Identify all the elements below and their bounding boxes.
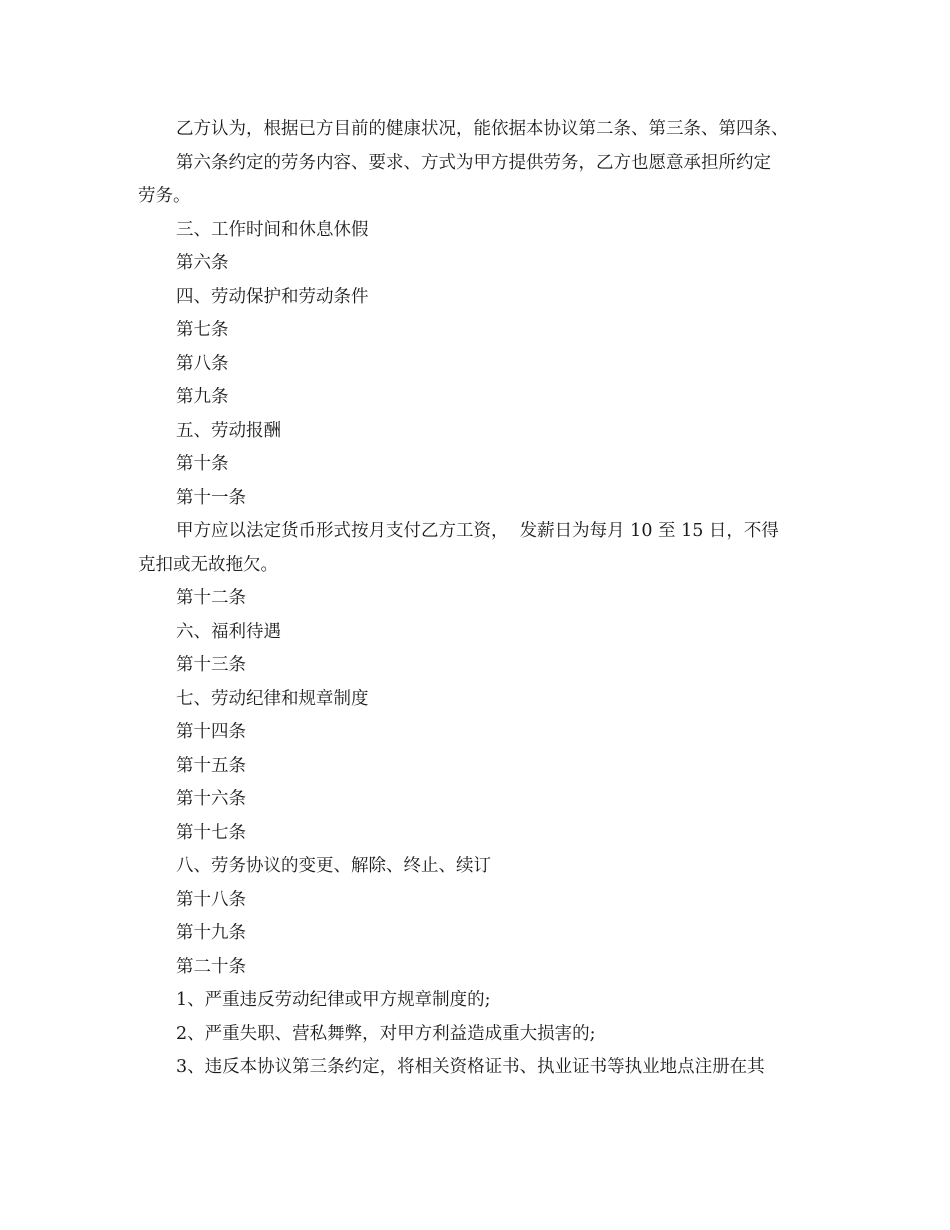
article-label: 第十一条 [176, 487, 246, 508]
paragraph-line: 第六条约定的劳务内容、要求、方式为甲方提供劳务，乙方也愿意承担所约定 [176, 152, 771, 173]
paragraph-line: 劳务。 [138, 186, 191, 206]
section-heading: 四、劳动保护和劳动条件 [176, 286, 369, 307]
article-label: 第七条 [176, 320, 229, 340]
list-item: 2、严重失职、营私舞弊，对甲方利益造成重大损害的; [176, 1023, 596, 1044]
article-label: 第十六条 [176, 789, 246, 809]
article-label: 第六条 [176, 253, 229, 273]
article-label: 第十条 [176, 454, 229, 474]
article-label: 第八条 [176, 353, 229, 374]
section-heading: 五、劳动报酬 [176, 420, 281, 441]
article-label: 第九条 [176, 387, 229, 407]
article-label: 第十八条 [176, 889, 246, 910]
paragraph-line: 乙方认为，根据已方目前的健康状况，能依据本协议第二条、第三条、第四条、 [176, 119, 789, 139]
article-label: 第二十条 [176, 956, 246, 977]
section-heading: 七、劳动纪律和规章制度 [176, 688, 369, 709]
article-label: 第十二条 [176, 588, 246, 608]
section-heading: 三、工作时间和休息休假 [176, 219, 369, 240]
article-label: 第十九条 [176, 923, 246, 943]
paragraph-line: 甲方应以法定货币形式按月支付乙方工资， 发薪日为每月 10 至 15 日，不得 [176, 521, 779, 541]
section-heading: 六、福利待遇 [176, 621, 281, 642]
article-label: 第十四条 [176, 722, 246, 742]
article-label: 第十七条 [176, 822, 246, 843]
paragraph-line: 克扣或无故拖欠。 [138, 554, 278, 575]
article-label: 第十五条 [176, 755, 246, 776]
section-heading: 八、劳务协议的变更、解除、终止、续订 [176, 856, 491, 876]
list-item: 1、严重违反劳动纪律或甲方规章制度的; [176, 990, 491, 1010]
document-body [138, 113, 818, 1085]
list-item: 3、违反本协议第三条约定，将相关资格证书、执业证书等执业地点注册在其 [176, 1057, 765, 1077]
article-label: 第十三条 [176, 655, 246, 675]
